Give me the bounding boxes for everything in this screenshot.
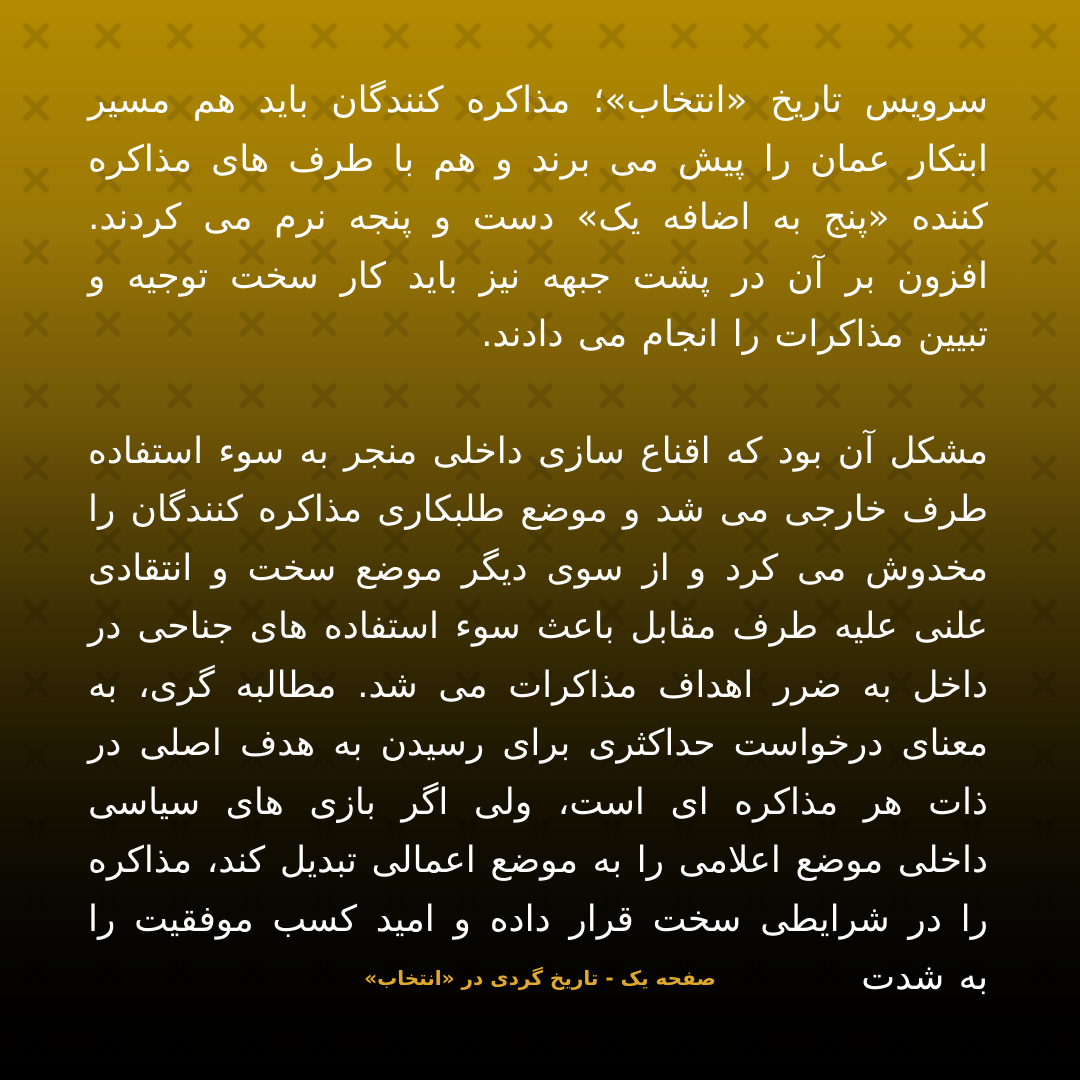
paragraph-1: سرویس تاریخ «انتخاب»؛ مذاکره کنندگان باید هم مسیر ابتکار عمان را پیش می برند و هم با طرف های مذاکره کننده «پنج به اضافه یک» دست و پنجه نرم می کردند. افزون بر آن در پشت جبهه نیز باید کار سخت توجیه و تبیین مذاکرات را انجام می دادند.	[88, 80, 988, 355]
page-footer: صفحه یک - تاریخ گردی در «انتخاب»	[364, 966, 716, 990]
paragraph-2: مشکل آن بود که اقناع سازی داخلی منجر به سوء استفاده طرف خارجی می شد و موضع طلبکاری مذاکره کنندگان را مخدوش می کرد و از سوی دیگر موضع سخت و انتقادی علنی علیه طرف مقابل باعث سوء استفاده های جناحی در داخل به ضرر اهداف مذاکرات می شد. مطالبه گری، به معنای درخواست حداکثری برای رسیدن به هدف اصلی در ذات هر مذاکره ای است، ولی اگر بازی های سیاسی داخلی موضع اعلامی را به موضع اعمالی تبدیل کند، مذاکره را در شرایطی سخت قرار داده و امید کسب موفقیت را به شدت	[88, 430, 988, 998]
article-body	[88, 72, 988, 1008]
